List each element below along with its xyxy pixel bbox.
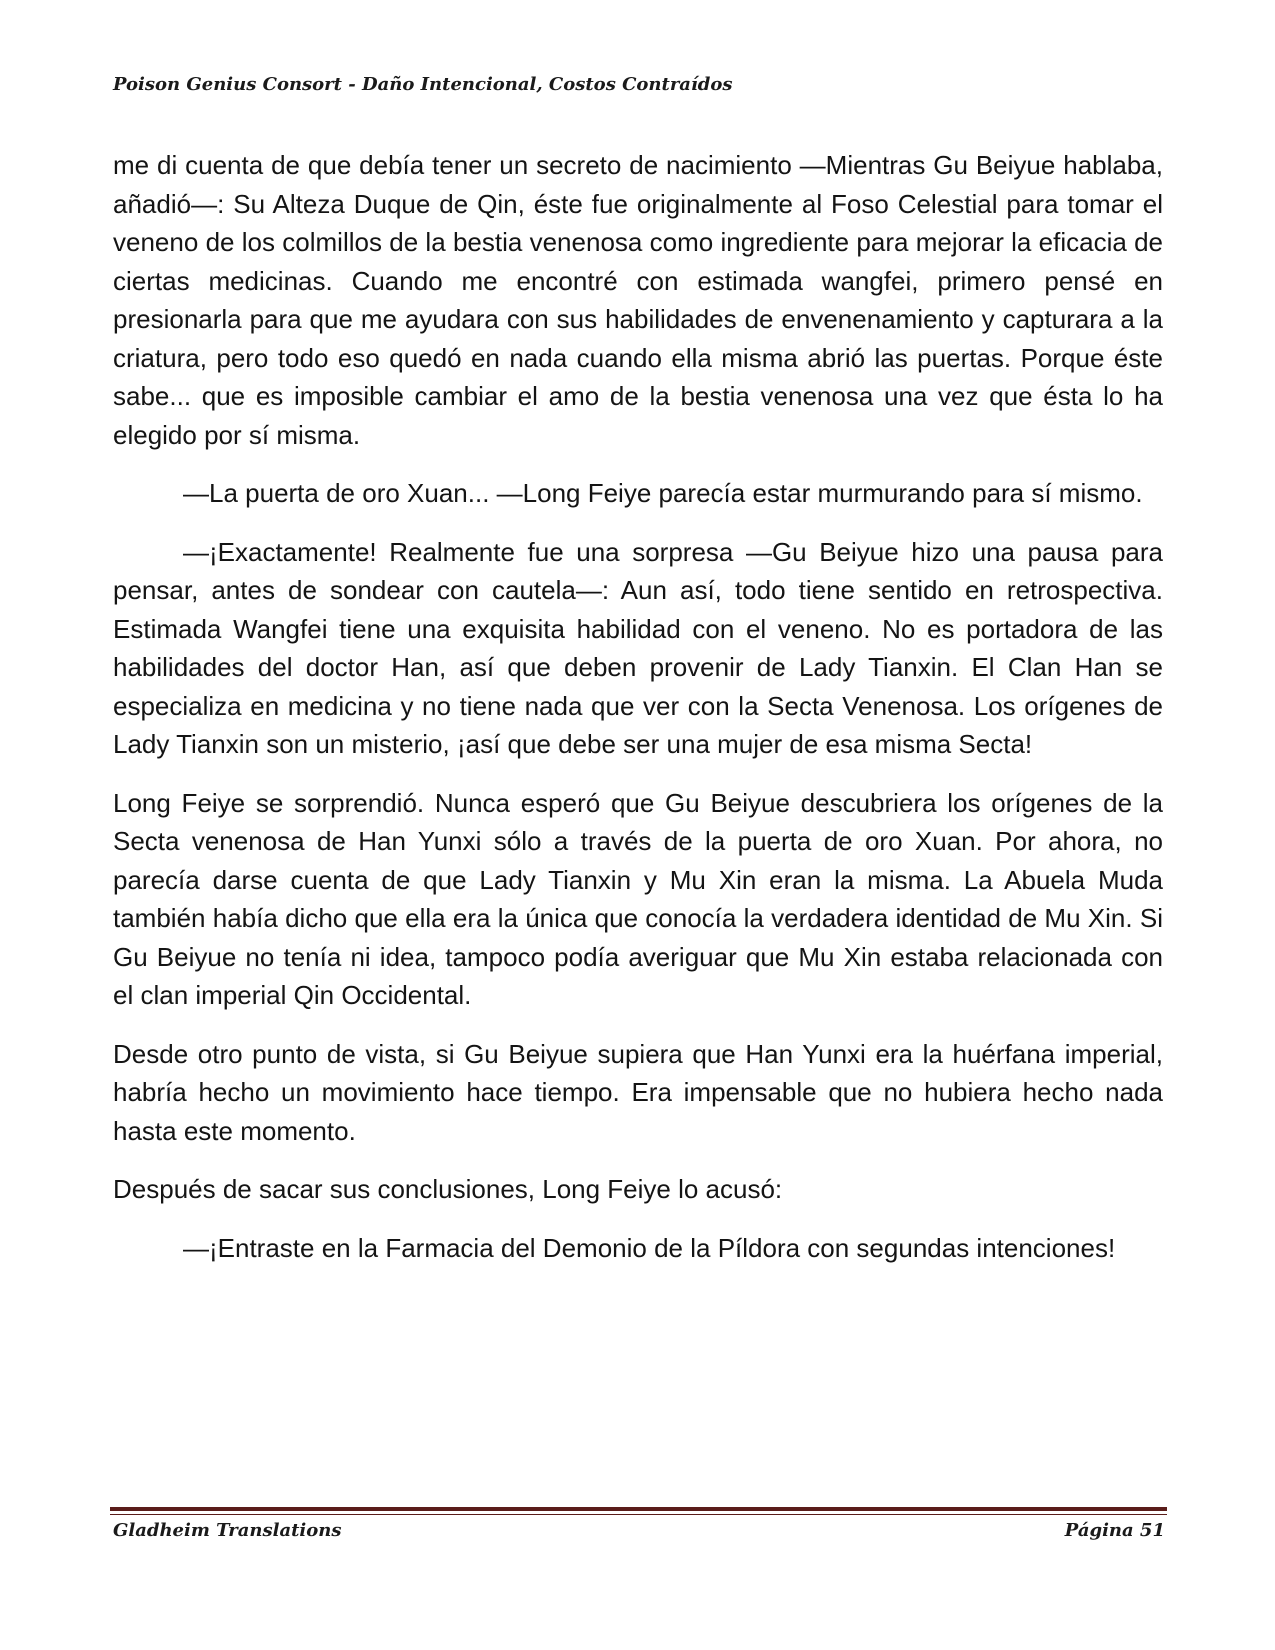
footer-page-number: Página 51 bbox=[1064, 1520, 1165, 1541]
paragraph: Después de sacar sus conclusiones, Long Feiye lo acusó: bbox=[113, 1174, 783, 1204]
paragraph: —La puerta de oro Xuan... —Long Feiye parecía estar murmurando para sí mismo. bbox=[183, 478, 1143, 508]
paragraph: Long Feiye se sorprendió. Nunca esperó que Gu Beiyue descubriera los orígenes de la Secta venenosa de Han Yunxi sólo a través de la puerta de oro Xuan. Por ahora, no parecía darse cuenta de que Lady Tianxin y Mu Xin eran la misma. La Abuela Muda también había dicho que ella era la única que conocía la verdadera identidad de Mu Xin. Si Gu Beiyue no tenía ni idea, tampoco podía averiguar que Mu Xin estaba relacionada con el clan imperial Qin Occidental. bbox=[113, 787, 1163, 1010]
footer-divider-thick bbox=[110, 1507, 1167, 1511]
paragraph: me di cuenta de que debía tener un secreto de nacimiento —Mientras Gu Beiyue hablaba, añadió—: Su Alteza Duque de Qin, éste fue originalmente al Foso Celestial para tomar el veneno de los colmillos de la bestia venenosa como ingrediente para mejorar la eficacia de ciertas medicinas. Cuando me encontré con estimada wangfei, primero pensé en presionarla para que me ayudara con sus habilidades de envenenamiento y capturara a la criatura, pero todo eso quedó en nada cuando ella misma abrió las puertas. Porque éste sabe... que es imposible cambiar el amo de la bestia venenosa una vez que ésta lo ha elegido por sí misma. bbox=[113, 150, 1163, 450]
paragraph: Desde otro punto de vista, si Gu Beiyue supiera que Han Yunxi era la huérfana imperial, habría hecho un movimiento hace tiempo. Era impensable que no hubiera hecho nada hasta este momento. bbox=[113, 1038, 1163, 1146]
running-header: Poison Genius Consort - Daño Intencional, Costos Contraídos bbox=[113, 74, 733, 95]
footer-translator-credit: Gladheim Translations bbox=[113, 1520, 342, 1541]
footer-divider-thin bbox=[110, 1514, 1167, 1515]
paragraph: —¡Exactamente! Realmente fue una sorpresa —Gu Beiyue hizo una pausa para pensar, antes de sondear con cautela—: Aun así, todo tiene sentido en retrospectiva. Estimada Wangfei tiene una exquisita habilidad con el veneno. No es portadora de las habilidades del doctor Han, así que deben provenir de Lady Tianxin. El Clan Han se especializa en medicina y no tiene nada que ver con la Secta Venenosa. Los orígenes de Lady Tianxin son un misterio, ¡así que debe ser una mujer de esa misma Secta! bbox=[113, 536, 1163, 759]
body-text bbox=[113, 146, 1163, 1287]
paragraph: —¡Entraste en la Farmacia del Demonio de la Píldora con segundas intenciones! bbox=[183, 1232, 1116, 1263]
